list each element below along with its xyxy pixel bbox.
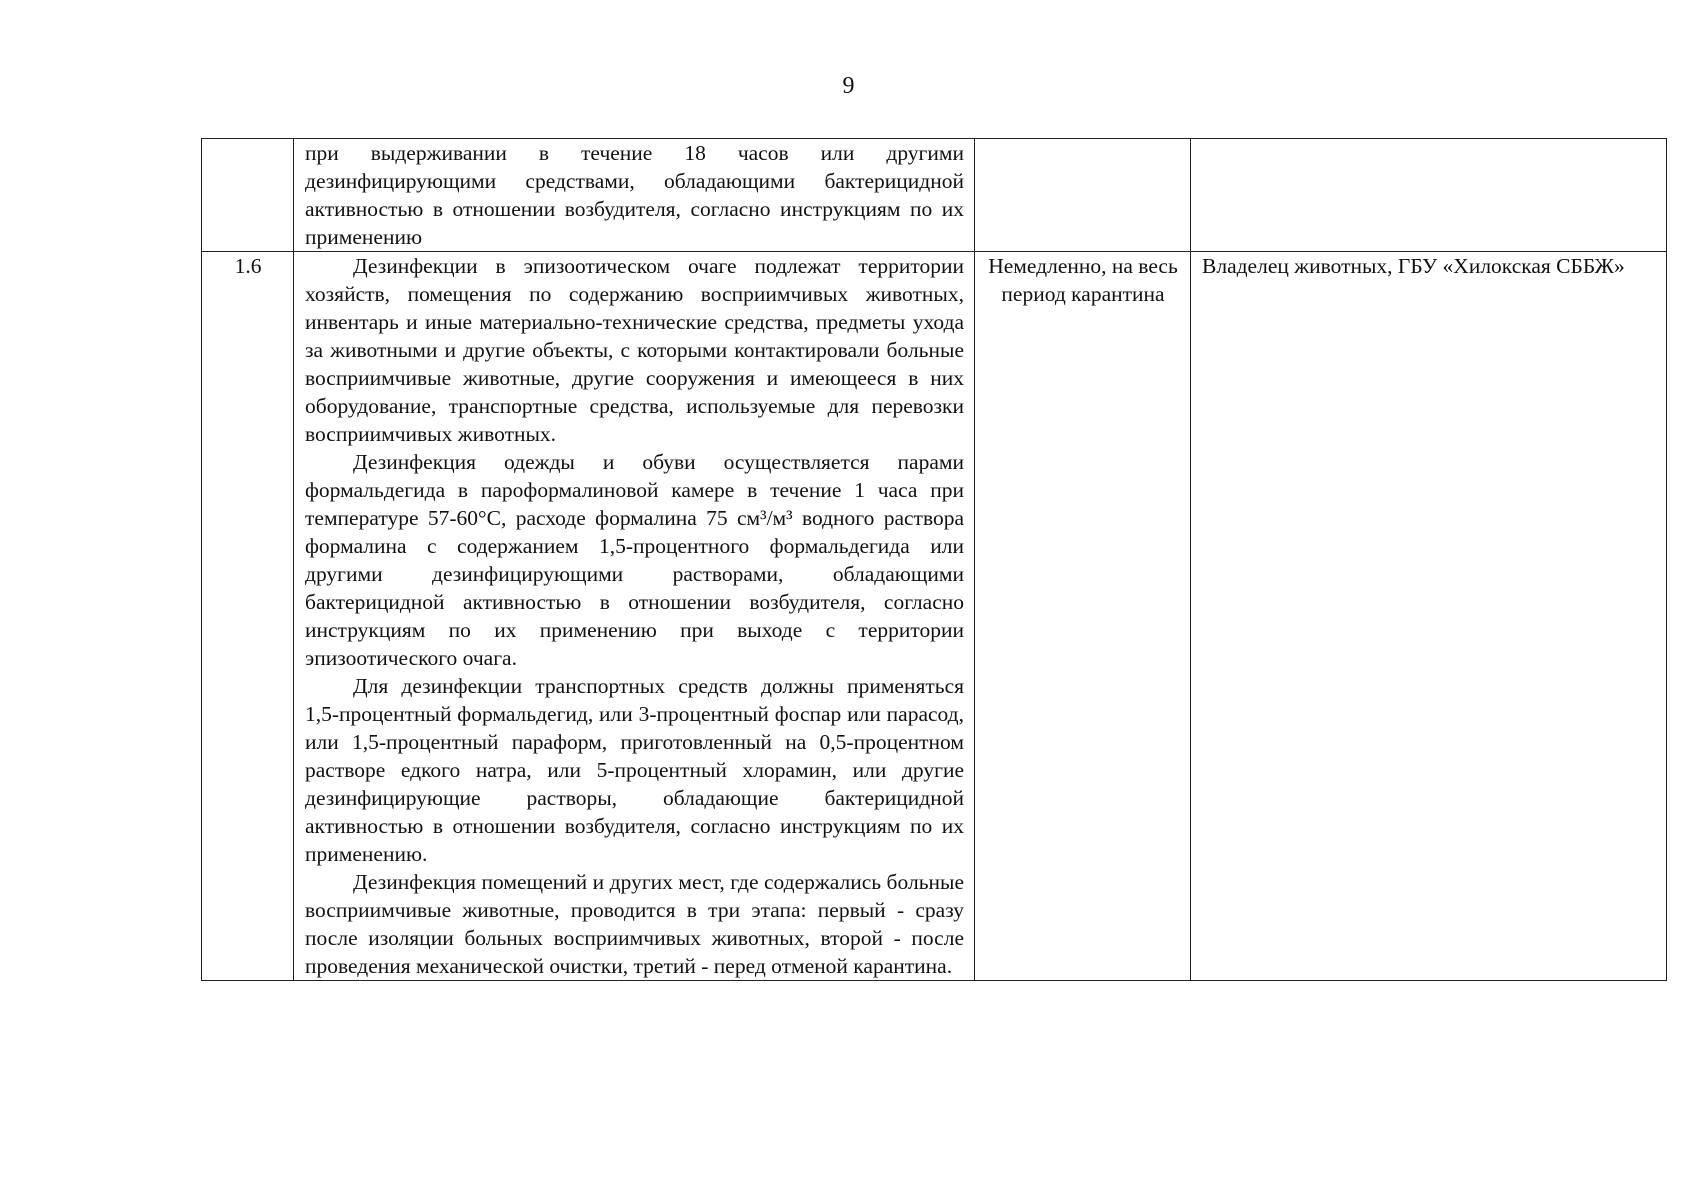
measures-table bbox=[201, 138, 1667, 981]
deadline-cell bbox=[975, 139, 1191, 252]
measure-description bbox=[294, 252, 975, 981]
responsible-cell bbox=[1191, 139, 1667, 252]
measure-paragraph: Дезинфекции в эпизоотическом очаге подлежат территории хозяйств, помещения по содержанию восприимчивых животных, инвентарь и иные материально-технические средства, предметы ухода за животными и другие объекты, с которыми контактировали больные восприимчивые животные, другие сооружения и имеющееся в них оборудование, транспортные средства, используемые для перевозки восприимчивых животных. bbox=[305, 254, 964, 446]
measure-paragraph: Дезинфекция одежды и обуви осуществляется парами формальдегида в пароформалиновой камере в течение 1 часа при температуре 57-60°С, расходе формалина 75 см³/м³ водного раствора формалина с содержанием 1,5-процентного формальдегида или другими дезинфицирующими растворами, обладающими бактерицидной активностью в отношении возбудителя, согласно инструкциям по их применению при выходе с территории эпизоотического очага. bbox=[305, 450, 964, 670]
page-number: 9 bbox=[842, 73, 855, 99]
measure-description bbox=[294, 139, 975, 252]
measure-paragraph: Для дезинфекции транспортных средств должны применяться 1,5-процентный формальдегид, или 3-процентный фоспар или парасод, или 1,5-процентный параформ, приготовленный на 0,5-процентном растворе едкого натра, или 5-процентный хлорамин, или другие дезинфицирующие растворы, обладающие бактерицидной активностью в отношении возбудителя, согласно инструкциям по их применению. bbox=[305, 674, 964, 866]
table-row bbox=[202, 139, 1667, 252]
deadline-cell: Немедленно, на весь период карантина bbox=[975, 252, 1191, 981]
measure-paragraph: Дезинфекция помещений и других мест, где содержались больные восприимчивые животные, проводится в три этапа: первый - сразу после изоляции больных восприимчивых животных, второй - после проведения механической очистки, третий - перед отменой карантина. bbox=[305, 870, 964, 978]
row-number bbox=[202, 139, 294, 252]
table-row bbox=[202, 252, 1667, 981]
row-number: 1.6 bbox=[202, 252, 294, 981]
measure-paragraph: при выдерживании в течение 18 часов или другими дезинфицирующими средствами, обладающими бактерицидной активностью в отношении возбудителя, согласно инструкциям по их применению bbox=[305, 141, 964, 249]
responsible-cell: Владелец животных, ГБУ «Хилокская СББЖ» bbox=[1191, 252, 1667, 981]
